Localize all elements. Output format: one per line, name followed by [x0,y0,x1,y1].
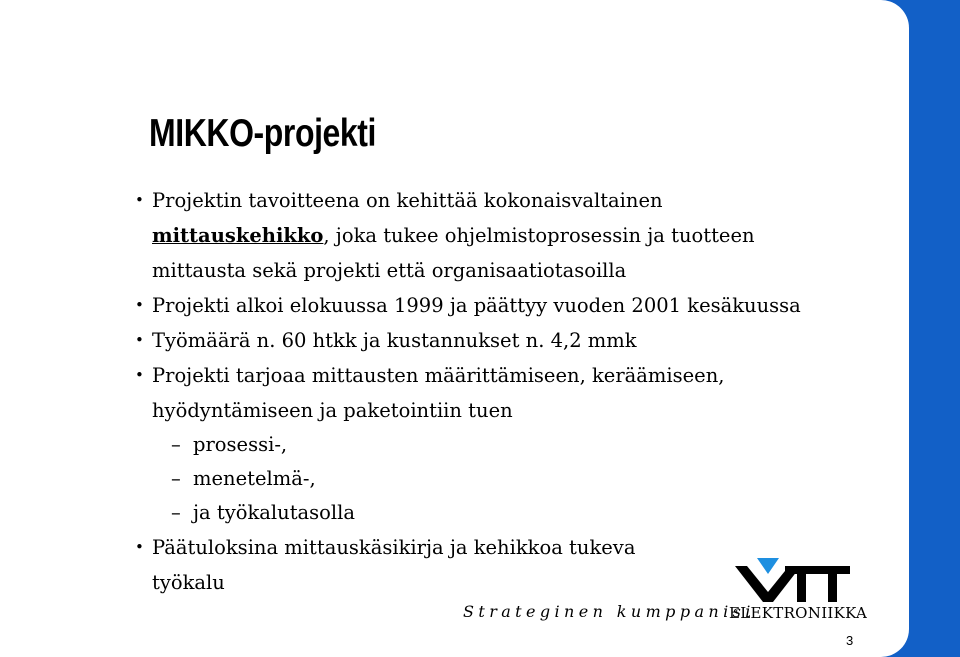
bullet-effort [135,323,885,358]
bullet-line: Päätuloksina mittauskäsikirja ja kehikkoa tukeva [152,536,636,559]
bullet-marker: • [135,296,144,314]
bullet-marker: • [135,331,144,349]
sub-item [135,462,885,496]
bullet-line-rest: , joka tukee ohjelmistoprosessin ja tuotteen [323,224,755,247]
bullet-line: Projekti alkoi elokuussa 1999 ja päättyy vuoden 2001 kesäkuussa [152,294,801,317]
bullet-schedule [135,288,885,323]
logo-caption: ELEKTRONIIKKA [729,604,868,622]
sub-item-text: prosessi-, [193,433,288,456]
sub-item-marker: – [171,467,181,490]
sub-item-text: menetelmä-, [193,467,316,490]
bullet-marker: • [135,191,144,209]
vtt-logo-icon [735,558,850,602]
bullet-line: Työmäärä n. 60 htkk ja kustannukset n. 4,2 mmk [152,329,637,352]
bullet-line: Projekti tarjoaa mittausten määrittämiseen, keräämiseen, [152,364,725,387]
sub-item-text: ja työkalutasolla [193,501,356,524]
underlined-term: mittauskehikko [152,224,324,247]
sub-item-marker: – [171,433,181,456]
logo-v-left [735,566,768,602]
bullet-marker: • [135,366,144,384]
bullet-line: Projektin tavoitteena on kehittää kokonaisvaltainen [152,189,663,212]
page-number: 3 [846,633,854,648]
bullet-offering [135,358,885,428]
slide-title: MIKKO-projekti [149,112,377,155]
bullet-line: mittausta sekä projekti että organisaatiotasoilla [152,259,627,282]
sub-item [135,428,885,462]
slide-content [135,183,885,600]
bullet-goal [135,183,885,288]
sub-item-marker: – [171,501,181,524]
sub-item [135,496,885,530]
bullet-marker: • [135,538,144,556]
logo-triangle [757,558,779,574]
footer-tagline: Strateginen kumppanisi [463,602,755,621]
logo-t2-stem [828,566,837,602]
bullet-line [152,218,885,253]
bullet-line: työkalu [152,571,225,594]
logo-t1-stem [797,566,806,602]
bullet-line: hyödyntämiseen ja paketointiin tuen [152,399,513,422]
